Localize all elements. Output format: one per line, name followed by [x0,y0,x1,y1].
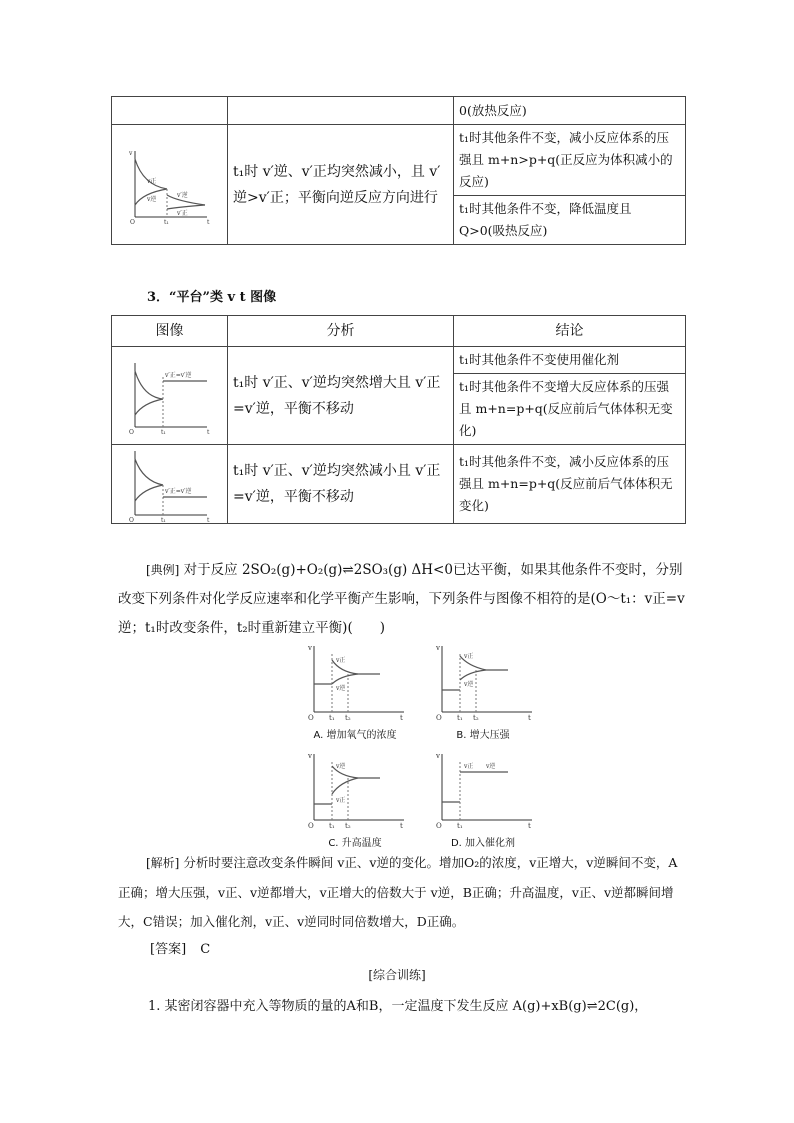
section-title: 3．“平台”类 v t 图像 [147,290,277,305]
graph-cell [112,445,228,524]
table-platform [111,315,686,524]
conclusion-cell: t₁时其他条件不变增大反应体系的压强且 m+n=p+q(反应前后气体体积无变化) [454,374,686,445]
axis-v-label: v [436,752,440,760]
conclusion-cell: t₁时其他条件不变，降低温度且 Q>0(吸热反应) [454,196,686,245]
example-tag: [典例] [146,563,180,577]
axis-v-label: v [436,644,440,652]
axis-t-label: t [206,428,209,435]
t1-label: t₁ [457,714,463,722]
graph-option-b [428,640,538,741]
analysis-cell: t₁时 v′正、v′逆均突然减小且 v′正=v′逆，平衡不移动 [228,445,454,524]
analysis-cell: t₁时 v′正、v′逆均突然增大且 v′正=v′逆，平衡不移动 [228,347,454,445]
t2-label: t₂ [345,714,351,722]
graph-option-c [300,748,410,849]
cell-empty [228,97,454,125]
vt-graph-decrease [127,145,213,225]
origin-label: O [128,428,134,435]
caption-c: C. 升高温度 [328,838,382,849]
analysis-text: 分析时要注意改变条件瞬间 v正、v逆的变化。增加O₂的浓度，v正增大，v逆瞬间不变，A正确；增大压强，v正、v逆都增大，v正增大的倍数大于 v逆，B正确；升高温度，v正、v逆都瞬间增大，C错误；加入催化剂，v正、v逆同时同倍数增大，D正确。 [118,855,678,929]
vn-label: v逆 [146,195,156,203]
t1-label: t₁ [160,517,166,523]
veq-label: v′正=v′逆 [164,488,192,495]
answer-line [150,938,210,957]
cell-empty [112,97,228,125]
question-1: 1. 某密闭容器中充入等物质的量的A和B，一定温度下发生反应 A(g)+xB(g)⇌2C(g)， [148,999,648,1014]
axis-v-label: v [308,752,312,760]
conclusion-cell: t₁时其他条件不变，减小反应体系的压强且 m+n>p+q(正反应为体积减小的反应) [454,125,686,196]
axis-t-label: t [400,822,403,830]
vn2-label: v′逆 [176,191,188,199]
axis-t-label: t [206,218,209,225]
t1-label: t₁ [329,714,335,722]
graph-cell [112,125,228,245]
graph-option-d [428,748,538,849]
t1-label: t₁ [163,218,169,225]
vz-label: v正 [146,177,156,185]
header-analysis: 分析 [228,316,454,347]
vn-label: v逆 [336,685,346,692]
t1-label: t₁ [160,428,166,435]
table-continued [111,96,686,245]
conclusion-cell: t₁时其他条件不变，减小反应体系的压强且 m+n=p+q(反应前后气体体积无变化) [454,445,686,524]
axis-v-label: v [128,149,132,157]
graph-b-svg [428,640,538,722]
analysis-paragraph [118,848,686,936]
caption-a: A. 增加氧气的浓度 [313,730,397,741]
origin-label: O [436,714,442,722]
vz-label: v正 [464,763,474,770]
vz-label: v正 [464,653,474,660]
origin-label: O [308,822,314,830]
veq-label: v′正=v′逆 [164,371,192,379]
origin-label: O [436,822,442,830]
axis-t-label: t [206,517,209,523]
origin-label: O [129,218,135,225]
header-graph: 图像 [112,316,228,347]
answer-tag: [答案] [150,942,187,957]
axis-t-label: t [528,822,531,830]
axis-v-label: v [308,644,312,652]
analysis-tag: [解析] [146,856,180,870]
practice-title: [综合训练] [368,968,426,982]
t1-label: t₁ [329,822,335,830]
conclusion-cell: t₁时其他条件不变使用催化剂 [454,347,686,374]
graph-a-svg [300,640,410,722]
vz-label: v正 [336,657,346,664]
vt-graph-platform-up [127,357,213,435]
origin-label: O [128,517,134,523]
t2-label: t₂ [473,714,479,722]
graph-d-svg [428,748,538,830]
vn-label: v逆 [486,763,496,770]
axis-t-label: t [528,714,531,722]
header-conclusion: 结论 [454,316,686,347]
t2-label: t₂ [345,822,351,830]
vz-label: v正 [336,797,346,804]
conclusion-cell: 0(放热反应) [454,97,686,125]
vt-graph-platform-down [127,445,213,523]
answer-value: C [200,942,211,957]
vn-label: v逆 [336,763,346,770]
axis-t-label: t [400,714,403,722]
caption-d: D. 加入催化剂 [450,838,516,849]
graph-c-svg [300,748,410,830]
origin-label: O [308,714,314,722]
analysis-cell: t₁时 v′逆、v′正均突然减小，且 v′逆>v′正；平衡向逆反应方向进行 [228,125,454,245]
caption-b: B. 增大压强 [456,730,510,741]
example-text: 对于反应 2SO₂(g)+O₂(g)⇌2SO₃(g) ΔH<0已达平衡，如果其他条件不变时，分别改变下列条件对化学反应速率和化学平衡产生影响，下列条件与图像不相符的是(O～t₁：v正=v逆；t₁时改变条件，t₂时重新建立平衡)( ) [118,562,685,636]
graph-option-a [300,640,410,741]
graph-cell [112,347,228,445]
vz2-label: v′正 [176,209,188,217]
example-paragraph [118,556,686,643]
t1-label: t₁ [457,822,463,830]
vn-label: v逆 [464,681,474,688]
